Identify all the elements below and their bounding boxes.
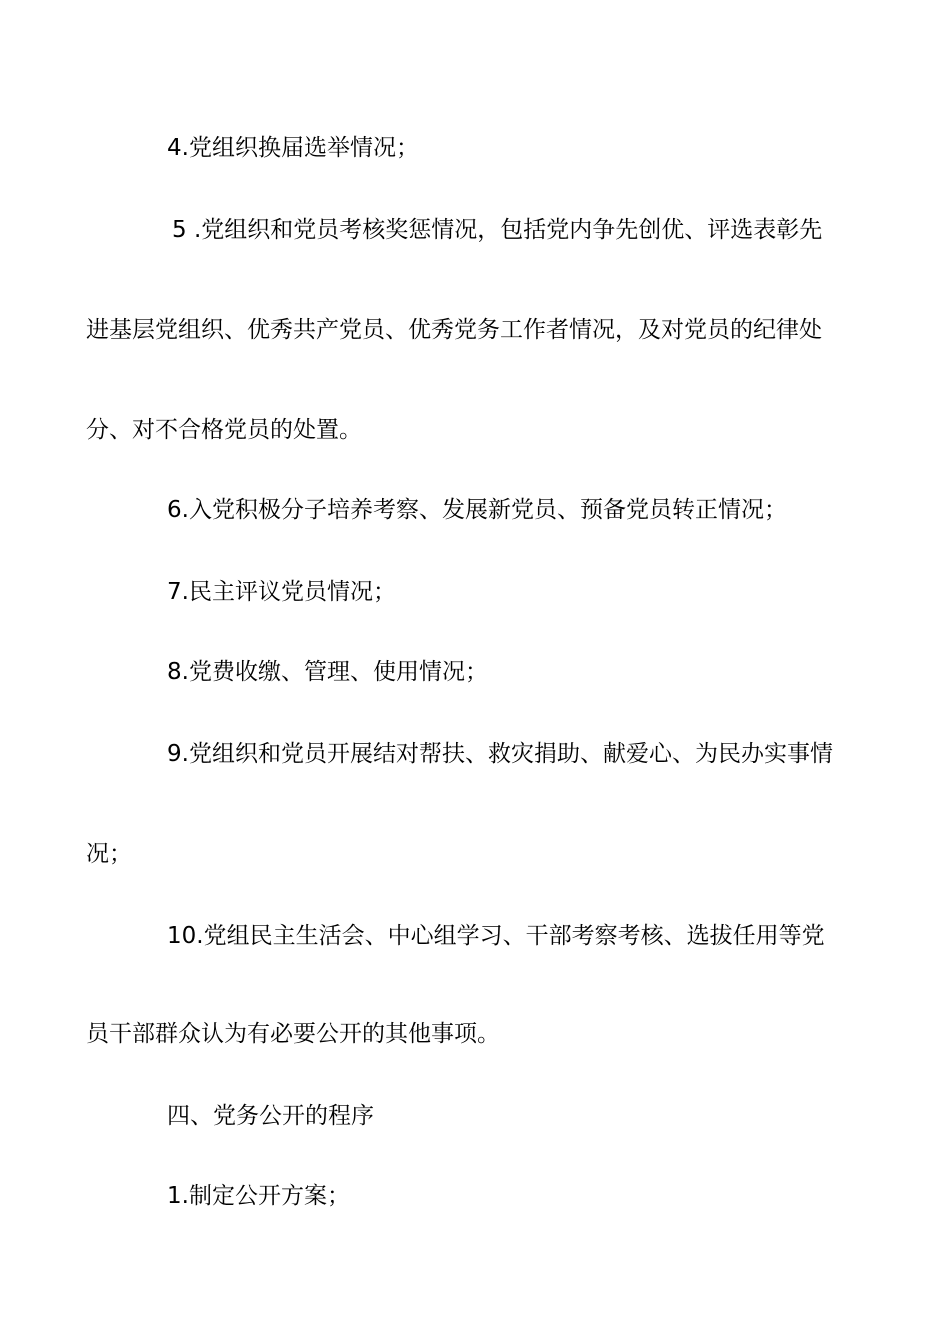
item-9-line-1: 9.党组织和党员开展结对帮扶、救灾捐助、献爱心、为民办实事情	[167, 741, 833, 767]
item-5-line-3: 分、对不合格党员的处置。	[86, 417, 362, 443]
item-5-line-1: 5 .党组织和党员考核奖惩情况，包括党内争先创优、评选表彰先	[172, 217, 823, 243]
item-5-line-2: 进基层党组织、优秀共产党员、优秀党务工作者情况，及对党员的纪律处	[86, 317, 822, 343]
item-4-line: 4.党组织换届选举情况；	[167, 135, 419, 161]
item-6-line: 6.入党积极分子培养考察、发展新党员、预备党员转正情况；	[167, 497, 787, 523]
item-7-line: 7.民主评议党员情况；	[167, 579, 396, 605]
procedure-item-1: 1.制定公开方案；	[167, 1183, 350, 1209]
item-9-line-2: 况；	[86, 841, 132, 867]
item-8-line: 8.党费收缴、管理、使用情况；	[167, 659, 488, 685]
section-4-heading: 四、党务公开的程序	[167, 1103, 374, 1129]
item-10-line-1: 10.党组民主生活会、中心组学习、干部考察考核、选拔任用等党	[167, 923, 825, 949]
item-10-line-2: 员干部群众认为有必要公开的其他事项。	[86, 1021, 500, 1047]
